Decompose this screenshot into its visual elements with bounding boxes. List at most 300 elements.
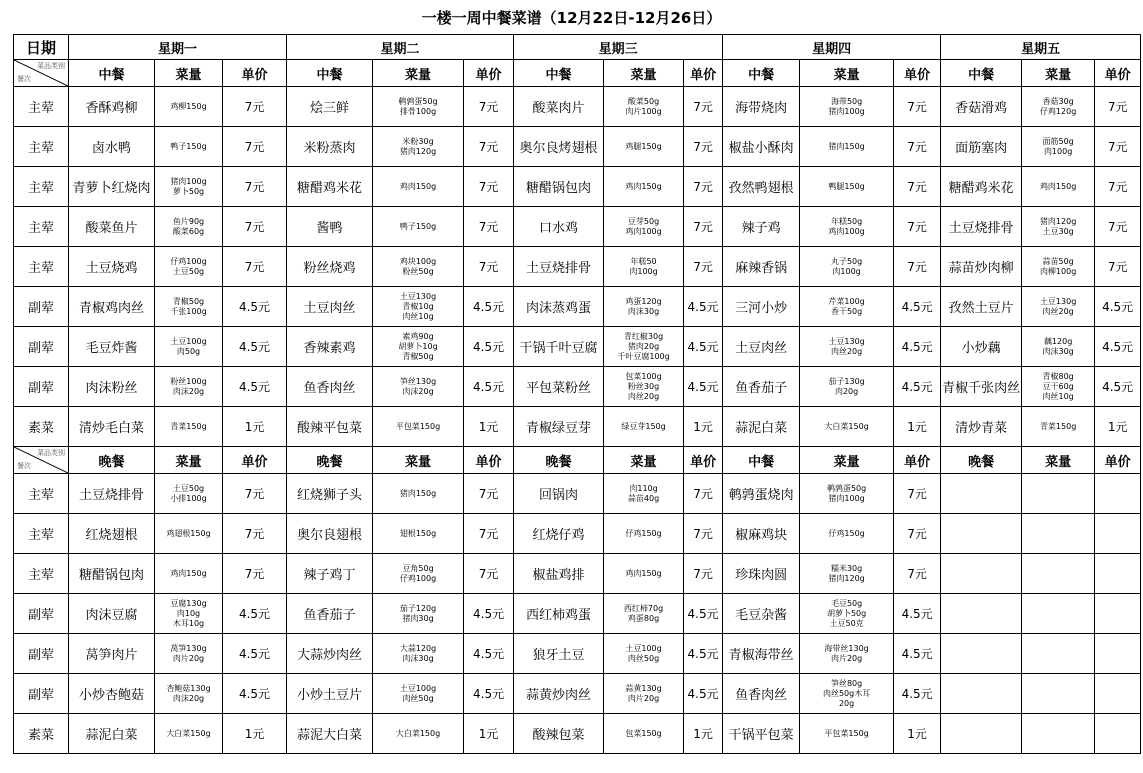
dish-price: 7元	[684, 247, 723, 287]
dish-quantity: 茄子130g 肉20g	[800, 367, 894, 407]
dish-name: 椒盐鸡排	[514, 554, 604, 594]
dish-quantity: 土豆130g 肉丝20g	[1022, 287, 1095, 327]
dish-quantity: 年糕50g 鸡肉100g	[800, 207, 894, 247]
dish-price: 1元	[223, 407, 287, 447]
dish-price: 4.5元	[223, 367, 287, 407]
dish-quantity: 丸子50g 肉100g	[800, 247, 894, 287]
dish-name	[941, 714, 1022, 754]
dish-price: 7元	[684, 554, 723, 594]
dish-name: 鱼香茄子	[287, 594, 373, 634]
dish-name: 三河小炒	[723, 287, 800, 327]
dish-name: 青椒千张肉丝	[941, 367, 1022, 407]
dish-quantity	[1022, 594, 1095, 634]
dish-quantity: 笋丝130g 肉沫20g	[373, 367, 464, 407]
dish-quantity: 酸菜50g 肉片100g	[604, 87, 684, 127]
category-cell: 素菜	[14, 407, 69, 447]
dish-name: 孜然土豆片	[941, 287, 1022, 327]
dish-name: 蒜泥大白菜	[287, 714, 373, 754]
dish-price: 7元	[684, 207, 723, 247]
dish-price: 7元	[1095, 87, 1141, 127]
dish-price: 1元	[894, 407, 941, 447]
dish-price	[1095, 714, 1141, 754]
dish-price: 4.5元	[1095, 367, 1141, 407]
meal-header: 晚餐	[941, 447, 1022, 474]
dish-name: 鱼香茄子	[723, 367, 800, 407]
dish-price: 7元	[464, 474, 514, 514]
day-header: 星期五	[941, 35, 1141, 60]
dish-price: 4.5元	[464, 287, 514, 327]
dish-price	[1095, 674, 1141, 714]
dish-quantity: 土豆100g 肉50g	[155, 327, 223, 367]
dish-price: 4.5元	[684, 674, 723, 714]
dish-price: 7元	[894, 554, 941, 594]
dish-price: 1元	[894, 714, 941, 754]
dish-quantity: 鸡翅根150g	[155, 514, 223, 554]
dish-name: 糖醋锅包肉	[514, 167, 604, 207]
dish-name: 米粉蒸肉	[287, 127, 373, 167]
dish-name: 青萝卜红烧肉	[69, 167, 155, 207]
dish-quantity: 粉丝100g 肉沫20g	[155, 367, 223, 407]
dish-name: 清炒毛白菜	[69, 407, 155, 447]
dish-price: 4.5元	[464, 634, 514, 674]
dish-price: 7元	[894, 514, 941, 554]
dish-quantity: 芹菜100g 香干50g	[800, 287, 894, 327]
dish-quantity: 包菜100g 粉丝30g 肉丝20g	[604, 367, 684, 407]
dish-price: 4.5元	[894, 634, 941, 674]
menu-row	[14, 287, 1141, 327]
menu-row	[14, 87, 1141, 127]
meal-header: 中餐	[69, 60, 155, 87]
dish-quantity: 鸡腿150g	[604, 127, 684, 167]
day-header-row	[14, 35, 1141, 60]
dish-quantity: 肉110g 蒜苗40g	[604, 474, 684, 514]
category-cell: 主荤	[14, 514, 69, 554]
dish-price: 7元	[464, 247, 514, 287]
dish-price: 7元	[223, 514, 287, 554]
dish-quantity: 蒜黄130g 肉片20g	[604, 674, 684, 714]
dish-price: 7元	[684, 127, 723, 167]
dish-name: 奥尔良烤翅根	[514, 127, 604, 167]
dish-name: 奥尔良翅根	[287, 514, 373, 554]
dish-name: 面筋塞肉	[941, 127, 1022, 167]
dish-quantity: 仔鸡100g 土豆50g	[155, 247, 223, 287]
dish-price: 4.5元	[684, 634, 723, 674]
dish-name: 辣子鸡丁	[287, 554, 373, 594]
dish-name: 糖醋鸡米花	[941, 167, 1022, 207]
dish-name: 小炒杏鲍菇	[69, 674, 155, 714]
dish-quantity: 青椒50g 千张100g	[155, 287, 223, 327]
dish-quantity	[1022, 474, 1095, 514]
dish-name: 椒盐小酥肉	[723, 127, 800, 167]
dish-name: 清炒青菜	[941, 407, 1022, 447]
dish-price: 7元	[1095, 167, 1141, 207]
dish-quantity: 鸡肉150g	[155, 554, 223, 594]
qty-header: 菜量	[373, 60, 464, 87]
dish-quantity: 大蒜120g 肉沫30g	[373, 634, 464, 674]
dish-name: 蒜泥白菜	[723, 407, 800, 447]
dish-name: 回锅肉	[514, 474, 604, 514]
dish-name: 珍珠肉圆	[723, 554, 800, 594]
qty-header: 菜量	[155, 447, 223, 474]
dish-quantity	[1022, 634, 1095, 674]
dish-quantity: 猪肉150g	[800, 127, 894, 167]
dish-quantity: 藕120g 肉沫30g	[1022, 327, 1095, 367]
dish-quantity: 大白菜150g	[800, 407, 894, 447]
day-header: 星期二	[287, 35, 514, 60]
dish-name: 酸菜鱼片	[69, 207, 155, 247]
category-cell: 主荤	[14, 247, 69, 287]
dish-price: 7元	[223, 87, 287, 127]
dish-quantity: 豆芽50g 鸡肉100g	[604, 207, 684, 247]
dish-price: 4.5元	[223, 634, 287, 674]
dish-name: 孜然鸭翅根	[723, 167, 800, 207]
dish-quantity: 平包菜150g	[800, 714, 894, 754]
dish-quantity: 鸡肉150g	[604, 167, 684, 207]
dish-price: 4.5元	[223, 594, 287, 634]
dish-quantity: 土豆50g 小排100g	[155, 474, 223, 514]
dish-quantity: 西红柿70g 鸡蛋80g	[604, 594, 684, 634]
corner-top-label: 菜品类别	[37, 62, 65, 70]
dish-quantity: 平包菜150g	[373, 407, 464, 447]
dish-price: 7元	[223, 167, 287, 207]
dish-name: 干锅平包菜	[723, 714, 800, 754]
dish-name: 土豆肉丝	[287, 287, 373, 327]
dish-quantity: 蒜苗50g 肉柳100g	[1022, 247, 1095, 287]
category-cell: 主荤	[14, 554, 69, 594]
dish-name: 青椒绿豆芽	[514, 407, 604, 447]
dish-quantity: 猪肉150g	[373, 474, 464, 514]
dish-quantity: 海带丝130g 肉片20g	[800, 634, 894, 674]
day-header: 星期三	[514, 35, 723, 60]
dish-name: 干锅千叶豆腐	[514, 327, 604, 367]
dish-name	[941, 514, 1022, 554]
category-cell: 素菜	[14, 714, 69, 754]
meal-header: 晚餐	[287, 447, 373, 474]
dish-quantity: 土豆100g 肉丝50g	[373, 674, 464, 714]
dish-quantity: 青红椒30g 猪肉20g 千叶豆腐100g	[604, 327, 684, 367]
dish-price: 4.5元	[684, 327, 723, 367]
menu-row	[14, 127, 1141, 167]
dish-price: 7元	[684, 474, 723, 514]
dish-quantity: 鸡肉150g	[1022, 167, 1095, 207]
dish-price: 7元	[223, 127, 287, 167]
price-header: 单价	[223, 60, 287, 87]
dish-price: 7元	[1095, 207, 1141, 247]
dish-quantity	[1022, 554, 1095, 594]
dish-name: 红烧翅根	[69, 514, 155, 554]
dish-price: 7元	[894, 207, 941, 247]
dish-name: 西红柿鸡蛋	[514, 594, 604, 634]
dish-price: 7元	[223, 207, 287, 247]
price-header: 单价	[223, 447, 287, 474]
dish-quantity: 茄子120g 猪肉30g	[373, 594, 464, 634]
qty-header: 菜量	[373, 447, 464, 474]
dish-price: 7元	[894, 474, 941, 514]
dish-price: 7元	[464, 207, 514, 247]
meal-header: 中餐	[723, 60, 800, 87]
dish-quantity	[1022, 714, 1095, 754]
dish-price: 7元	[684, 514, 723, 554]
day-header: 星期四	[723, 35, 941, 60]
dish-quantity: 猪肉100g 萝卜50g	[155, 167, 223, 207]
dish-price	[1095, 594, 1141, 634]
dish-price: 7元	[894, 127, 941, 167]
menu-row	[14, 247, 1141, 287]
dish-price: 1元	[684, 714, 723, 754]
dish-name	[941, 554, 1022, 594]
dish-name: 土豆肉丝	[723, 327, 800, 367]
category-cell: 副荤	[14, 287, 69, 327]
dish-price: 7元	[464, 87, 514, 127]
dish-price: 4.5元	[1095, 287, 1141, 327]
meal-header: 中餐	[941, 60, 1022, 87]
dish-name: 鱼香肉丝	[287, 367, 373, 407]
dish-price	[1095, 634, 1141, 674]
qty-header: 菜量	[1022, 60, 1095, 87]
dish-price: 4.5元	[464, 594, 514, 634]
category-cell: 副荤	[14, 634, 69, 674]
dish-quantity: 香菇30g 仔鸡120g	[1022, 87, 1095, 127]
dish-price: 7元	[464, 167, 514, 207]
dish-name	[941, 674, 1022, 714]
qty-header: 菜量	[800, 447, 894, 474]
dish-quantity: 豆腐130g 肉10g 木耳10g	[155, 594, 223, 634]
dish-quantity: 绿豆芽150g	[604, 407, 684, 447]
dish-name: 平包菜粉丝	[514, 367, 604, 407]
meal-header: 中餐	[287, 60, 373, 87]
menu-row	[14, 367, 1141, 407]
dish-quantity: 莴笋130g 肉片20g	[155, 634, 223, 674]
corner-bottom-label: 餐次	[17, 75, 31, 83]
dish-quantity: 鸡肉150g	[373, 167, 464, 207]
dish-price: 4.5元	[1095, 327, 1141, 367]
dish-price: 7元	[894, 167, 941, 207]
menu-row	[14, 634, 1141, 674]
dish-name: 辣子鸡	[723, 207, 800, 247]
dish-name: 红烧仔鸡	[514, 514, 604, 554]
category-cell: 副荤	[14, 594, 69, 634]
meal-header: 中餐	[723, 447, 800, 474]
dish-name: 小炒藕	[941, 327, 1022, 367]
dish-price: 4.5元	[464, 327, 514, 367]
menu-row	[14, 714, 1141, 754]
dish-name: 土豆烧鸡	[69, 247, 155, 287]
menu-table	[13, 34, 1141, 754]
dish-name: 酸辣包菜	[514, 714, 604, 754]
price-header: 单价	[464, 447, 514, 474]
dish-name: 青椒鸡肉丝	[69, 287, 155, 327]
dish-quantity: 土豆130g 肉丝20g	[800, 327, 894, 367]
dish-price: 4.5元	[464, 367, 514, 407]
dish-quantity: 素鸡90g 胡萝卜10g 青椒50g	[373, 327, 464, 367]
dish-price: 7元	[684, 167, 723, 207]
dish-quantity: 大白菜150g	[373, 714, 464, 754]
dish-name: 鱼香肉丝	[723, 674, 800, 714]
dish-name: 莴笋肉片	[69, 634, 155, 674]
price-header: 单价	[894, 447, 941, 474]
dish-name: 毛豆杂酱	[723, 594, 800, 634]
dish-name: 狼牙土豆	[514, 634, 604, 674]
dish-quantity: 仔鸡150g	[800, 514, 894, 554]
dish-name: 麻辣香锅	[723, 247, 800, 287]
dish-quantity: 面筋50g 肉100g	[1022, 127, 1095, 167]
dish-name: 小炒土豆片	[287, 674, 373, 714]
dish-quantity: 大白菜150g	[155, 714, 223, 754]
dish-price: 7元	[464, 514, 514, 554]
dish-name: 香菇滑鸡	[941, 87, 1022, 127]
dish-price: 4.5元	[464, 674, 514, 714]
corner-cell	[14, 447, 69, 474]
dish-quantity: 鹌鹑蛋50g 排骨100g	[373, 87, 464, 127]
menu-row	[14, 207, 1141, 247]
dish-quantity: 鸡块100g 粉丝50g	[373, 247, 464, 287]
menu-row	[14, 474, 1141, 514]
dish-quantity: 青菜150g	[1022, 407, 1095, 447]
price-header: 单价	[1095, 447, 1141, 474]
dish-quantity: 豆角50g 仔鸡100g	[373, 554, 464, 594]
dish-name: 椒麻鸡块	[723, 514, 800, 554]
corner-bottom-label: 餐次	[17, 462, 31, 470]
meal-header: 中餐	[514, 60, 604, 87]
dish-name: 蒜泥白菜	[69, 714, 155, 754]
dish-name: 烩三鲜	[287, 87, 373, 127]
dish-price: 7元	[1095, 247, 1141, 287]
dish-name: 香辣素鸡	[287, 327, 373, 367]
price-header: 单价	[684, 60, 723, 87]
meal-header: 晚餐	[514, 447, 604, 474]
dish-price: 7元	[223, 247, 287, 287]
category-cell: 主荤	[14, 127, 69, 167]
dish-price: 1元	[464, 714, 514, 754]
dinner-column-header-row	[14, 447, 1141, 474]
category-cell: 主荤	[14, 474, 69, 514]
dish-price: 1元	[1095, 407, 1141, 447]
qty-header: 菜量	[1022, 447, 1095, 474]
dish-quantity: 土豆100g 肉丝50g	[604, 634, 684, 674]
dish-quantity: 仔鸡150g	[604, 514, 684, 554]
dish-price: 7元	[894, 247, 941, 287]
dish-price: 4.5元	[894, 367, 941, 407]
dish-name: 土豆烧排骨	[514, 247, 604, 287]
dish-price: 4.5元	[894, 327, 941, 367]
dish-quantity: 翅根150g	[373, 514, 464, 554]
dish-price: 4.5元	[684, 367, 723, 407]
dish-name: 肉沫蒸鸡蛋	[514, 287, 604, 327]
price-header: 单价	[894, 60, 941, 87]
dish-quantity: 海带50g 猪肉100g	[800, 87, 894, 127]
dish-price: 4.5元	[894, 674, 941, 714]
menu-row	[14, 674, 1141, 714]
dish-name	[941, 634, 1022, 674]
dish-quantity: 米粉30g 猪肉120g	[373, 127, 464, 167]
dish-name: 肉沫豆腐	[69, 594, 155, 634]
dish-quantity: 青菜150g	[155, 407, 223, 447]
dish-name: 酸辣平包菜	[287, 407, 373, 447]
dish-quantity: 毛豆50g 胡萝卜50g 土豆50克	[800, 594, 894, 634]
dish-quantity: 鹌鹑蛋50g 猪肉100g	[800, 474, 894, 514]
qty-header: 菜量	[800, 60, 894, 87]
menu-row	[14, 167, 1141, 207]
corner-top-label: 菜品类别	[37, 449, 65, 457]
dish-name: 海带烧肉	[723, 87, 800, 127]
page-title: 一楼一周中餐菜谱（12月22日-12月26日）	[421, 9, 722, 27]
category-cell: 副荤	[14, 367, 69, 407]
dish-name	[941, 594, 1022, 634]
dish-name	[941, 474, 1022, 514]
qty-header: 菜量	[604, 447, 684, 474]
dish-quantity: 包菜150g	[604, 714, 684, 754]
dish-name: 粉丝烧鸡	[287, 247, 373, 287]
dish-name: 口水鸡	[514, 207, 604, 247]
dish-quantity: 猪肉120g 土豆30g	[1022, 207, 1095, 247]
dish-name: 青椒海带丝	[723, 634, 800, 674]
dish-name: 毛豆炸酱	[69, 327, 155, 367]
corner-cell	[14, 60, 69, 87]
dish-name: 糖醋鸡米花	[287, 167, 373, 207]
dish-price: 1元	[684, 407, 723, 447]
dish-quantity: 鸭子150g	[155, 127, 223, 167]
menu-row	[14, 514, 1141, 554]
dish-price: 7元	[464, 554, 514, 594]
dish-quantity: 糯米30g 猪肉120g	[800, 554, 894, 594]
dish-price	[1095, 474, 1141, 514]
dish-quantity	[1022, 674, 1095, 714]
dish-quantity: 鸡肉150g	[604, 554, 684, 594]
dish-quantity: 鸡柳150g	[155, 87, 223, 127]
dish-quantity: 土豆130g 青椒10g 肉丝10g	[373, 287, 464, 327]
dish-name: 蒜苗炒肉柳	[941, 247, 1022, 287]
dish-price: 7元	[684, 87, 723, 127]
price-header: 单价	[464, 60, 514, 87]
dish-price: 1元	[223, 714, 287, 754]
dish-price: 4.5元	[894, 287, 941, 327]
category-cell: 主荤	[14, 167, 69, 207]
dish-price: 7元	[223, 554, 287, 594]
category-cell: 主荤	[14, 207, 69, 247]
dish-name: 酸菜肉片	[514, 87, 604, 127]
dish-price: 7元	[894, 87, 941, 127]
dish-name: 酱鸭	[287, 207, 373, 247]
category-cell: 副荤	[14, 674, 69, 714]
date-label: 日期	[14, 35, 69, 60]
dish-price: 7元	[464, 127, 514, 167]
dish-price: 7元	[223, 474, 287, 514]
menu-row	[14, 594, 1141, 634]
dish-name: 鹌鹑蛋烧肉	[723, 474, 800, 514]
dish-price: 7元	[1095, 127, 1141, 167]
dish-quantity: 鸭子150g	[373, 207, 464, 247]
dish-price: 4.5元	[223, 327, 287, 367]
dish-name: 香酥鸡柳	[69, 87, 155, 127]
dish-quantity: 杏鲍菇130g 肉沫20g	[155, 674, 223, 714]
dish-name: 糖醋锅包肉	[69, 554, 155, 594]
menu-row	[14, 327, 1141, 367]
dish-price: 1元	[464, 407, 514, 447]
dish-name: 大蒜炒肉丝	[287, 634, 373, 674]
dish-price: 4.5元	[684, 594, 723, 634]
dish-name: 红烧狮子头	[287, 474, 373, 514]
dish-name: 蒜黄炒肉丝	[514, 674, 604, 714]
dish-name: 卤水鸭	[69, 127, 155, 167]
dish-price: 4.5元	[684, 287, 723, 327]
dish-name: 肉沫粉丝	[69, 367, 155, 407]
price-header: 单价	[1095, 60, 1141, 87]
dish-price	[1095, 554, 1141, 594]
qty-header: 菜量	[604, 60, 684, 87]
dish-price: 4.5元	[894, 594, 941, 634]
dish-quantity: 鸡蛋120g 肉沫30g	[604, 287, 684, 327]
dish-name: 土豆烧排骨	[941, 207, 1022, 247]
